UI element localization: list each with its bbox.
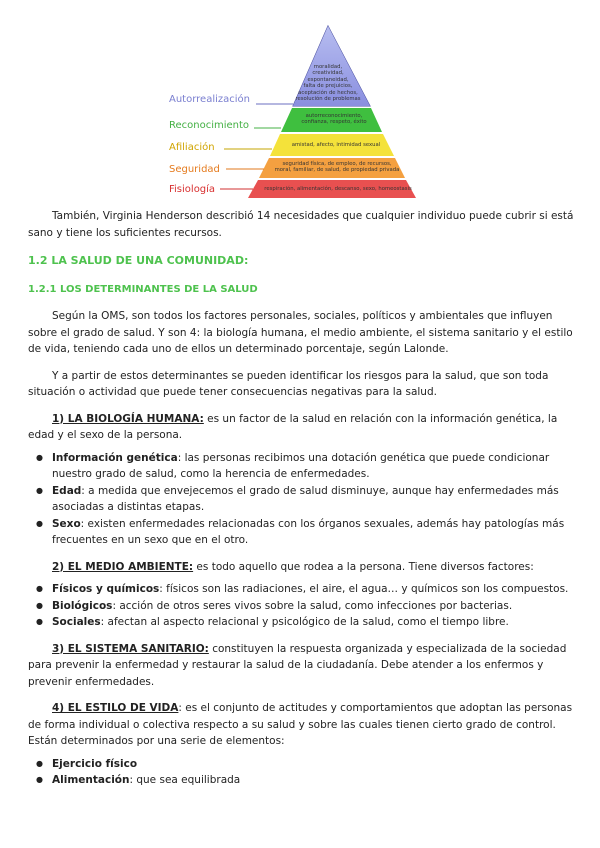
list-item: ● Sexo: existen enfermedades relacionadas con los órganos sexuales, además hay patologías más frecuentes en un sexo que en el otro. [28, 516, 576, 549]
risks-paragraph: Y a partir de estos determinantes se pueden identificar los riesgos para la salud, que son toda situación o actividad que puede tener consecuencias negativas para la salud. [28, 369, 549, 398]
environment-title: 2) EL MEDIO AMBIENTE: [52, 560, 194, 573]
list-item: ● Sociales: afectan al aspecto relacional y psicológico de la salud, como el tiempo libre. [28, 614, 576, 631]
pyramid-text-seguridad: seguridad física, de empleo, de recursos, moral, familiar, de salud, de propiedad privada [274, 161, 400, 174]
biology-paragraph [28, 411, 576, 444]
section-heading: 1.2 LA SALUD DE UNA COMUNIDAD: [28, 254, 249, 267]
biology-title: 1) LA BIOLOGÍA HUMANA: [52, 412, 204, 425]
environment-paragraph [28, 559, 576, 576]
list-item: ● Alimentación: que sea equilibrada [28, 772, 576, 789]
environment-list [28, 581, 576, 631]
environment-text: es todo aquello que rodea a la persona. Tiene diversos factores: [193, 560, 534, 573]
list-item: ● Biológicos: acción de otros seres vivos sobre la salud, como infecciones por bacterias. [28, 598, 576, 615]
pyramid-graphic [160, 18, 440, 204]
lifestyle-title: 4) EL ESTILO DE VIDA [52, 702, 179, 714]
list-item: ● Edad: a medida que envejecemos el grado de salud disminuye, aunque hay enfermedades más asociadas a distintas etapas. [28, 483, 576, 516]
document-body [28, 208, 576, 789]
biology-list [28, 450, 576, 549]
maslow-pyramid [160, 18, 440, 204]
subsection-heading: 1.2.1 LOS DETERMINANTES DE LA SALUD [28, 283, 258, 295]
lifestyle-paragraph [28, 700, 576, 750]
pyramid-label-afiliacion: Afiliación [169, 142, 215, 153]
pyramid-label-fisiologia: Fisiología [169, 184, 216, 195]
oms-paragraph: Según la OMS, son todos los factores personales, sociales, políticos y ambientales que influyen sobre el grado de salud. Y son 4: la biología humana, el medio ambiente, el sistema sanitario y el estilo de vida, teniendo cada uno de ellos un determinado porcentaje, según Lalonde. [28, 310, 573, 355]
list-item: ● Físicos y químicos: físicos son las radiaciones, el aire, el agua… y químicos son los compuestos. [28, 581, 576, 598]
health-system-text: constituyen la respuesta organizada y especializada de la sociedad para prevenir la enfermedad y restaurar la salud de la ciudadanía. Debe atender a los enfermos y prevenir enfermedades. [28, 642, 567, 688]
pyramid-text-reconocimiento: autorreconocimiento, confianza, respeto, éxito [301, 113, 367, 126]
lifestyle-text: : es el conjunto de actitudes y comportamientos que adoptan las personas de forma individual o colectiva respecto a su salud y sobre las cuales tienen cierto grado de control. Están determinados por una serie de elementos: [28, 702, 573, 747]
pyramid-text-afiliacion: amistad, afecto, intimidad sexual [291, 142, 381, 148]
health-system-title: 3) EL SISTEMA SANITARIO: [52, 642, 209, 655]
intro-paragraph: También, Virginia Henderson describió 14 necesidades que cualquier individuo puede cubrir si está sano y tiene los suficientes recursos. [28, 210, 574, 239]
biology-text: es un factor de la salud en relación con la información genética, la edad y el sexo de la persona. [28, 412, 558, 441]
list-item: ● Información genética: las personas recibimos una dotación genética que puede condicionar nuestro grado de salud, como la herencia de enfermedades. [28, 450, 576, 483]
pyramid-text-autorrealizacion: moralidad, creatividad, espontaneidad, falta de prejuicios, aceptación de hechos, resolución de problemas [295, 64, 361, 103]
health-system-paragraph [28, 641, 576, 691]
pyramid-label-autorrealizacion: Autorrealización [169, 94, 250, 105]
pyramid-text-fisiologia: respiración, alimentación, descanso, sexo, homeostasis [264, 186, 412, 192]
pyramid-label-seguridad: Seguridad [169, 164, 220, 175]
list-item: ● Ejercicio físico [28, 756, 576, 773]
lifestyle-list [28, 756, 576, 789]
pyramid-label-reconocimiento: Reconocimiento [169, 120, 250, 131]
